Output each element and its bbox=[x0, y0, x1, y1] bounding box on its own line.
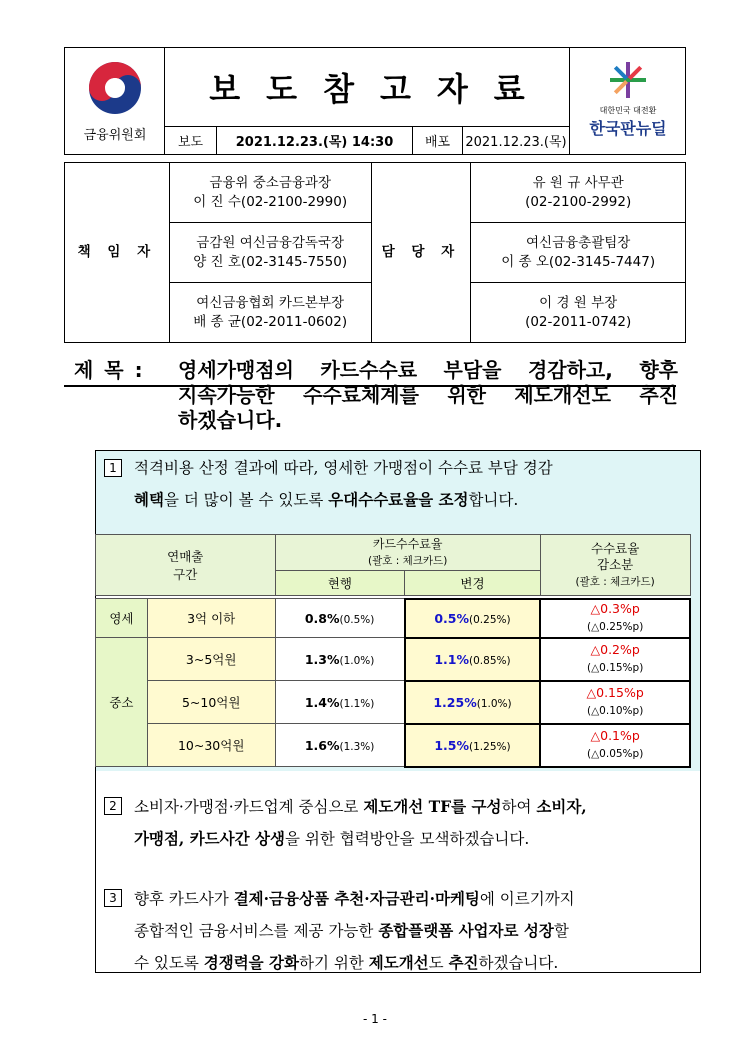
org-name: 금융위원회 bbox=[83, 128, 147, 143]
new-header: 변경 bbox=[405, 571, 541, 596]
current-header: 현행 bbox=[275, 571, 405, 596]
brand-block bbox=[569, 48, 685, 154]
paragraph-1: 1 적격비용 산정 결과에 따라, 영세한 가맹점이 수수료 부담 경감 혜택을 더 많이 볼 수 있도록 우대수수료율을 조정합니다. bbox=[104, 453, 694, 516]
staff-contact: 여신금융총괄팀장 이 종 오(02-3145-7447) bbox=[471, 223, 686, 283]
new-rate: 0.5%(0.25%) bbox=[405, 599, 541, 638]
reduction-cell: △0.2%p (△0.15%p) bbox=[540, 638, 690, 681]
sales-range-header: 연매출 구간 bbox=[96, 535, 276, 596]
report-label: 보도 bbox=[165, 127, 217, 154]
org-logo-block bbox=[65, 48, 165, 154]
header bbox=[64, 47, 686, 155]
reduction-cell: △0.1%p (△0.05%p) bbox=[540, 724, 690, 767]
staff-contact: 유 원 규 사무관 (02-2100-2992) bbox=[471, 163, 686, 223]
subject-text: 영세가맹점의 카드수수료 부담을 경감하고, 향후 지속가능한 수수료체계를 위한 제도개선도 추진 하겠습니다. bbox=[178, 358, 678, 432]
range-cell: 10~30억원 bbox=[147, 724, 275, 767]
current-rate: 1.6%(1.3%) bbox=[275, 724, 405, 767]
section-number: 3 bbox=[104, 889, 122, 907]
dist-label: 배포 bbox=[413, 127, 463, 154]
new-rate: 1.5%(1.25%) bbox=[405, 724, 541, 767]
brand-subtitle: 대한민국 대전환 bbox=[599, 106, 657, 115]
group-small-business: 영세 bbox=[96, 599, 148, 638]
range-cell: 5~10억원 bbox=[147, 681, 275, 724]
staff-contact: 이 경 원 부장 (02-2011-0742) bbox=[471, 283, 686, 343]
report-date: 2021.12.23.(목) 14:30 bbox=[217, 127, 413, 154]
fee-rate-table bbox=[95, 534, 691, 768]
range-cell: 3~5억원 bbox=[147, 638, 275, 681]
new-rate: 1.25%(1.0%) bbox=[405, 681, 541, 724]
responsible-header: 책 임 자 bbox=[65, 163, 170, 343]
current-rate: 1.3%(1.0%) bbox=[275, 638, 405, 681]
range-cell: 3억 이하 bbox=[147, 599, 275, 638]
date-row bbox=[165, 126, 569, 154]
new-deal-sparkle-icon bbox=[610, 60, 646, 100]
paragraph-3: 3 향후 카드사가 결제·금융상품 추천·자금관리·마케팅에 이르기까지 종합적인 금융서비스를 제공 가능한 종합플랫폼 사업자로 성장할 수 있도록 경쟁력을 강화하기 위한 제도개선도 추진하겠습니다. bbox=[104, 883, 694, 979]
responsible-contact: 금융위 중소금융과장 이 진 수(02-2100-2990) bbox=[169, 163, 371, 223]
subject-label: 제 목 : bbox=[74, 358, 145, 382]
contact-table bbox=[64, 162, 686, 343]
doc-title: 보도참고자료 bbox=[209, 70, 551, 108]
paragraph-2: 2 소비자·가맹점·카드업계 중심으로 제도개선 TF를 구성하여 소비자, 가맹점, 카드사간 상생을 위한 협력방안을 모색하겠습니다. bbox=[104, 791, 694, 855]
reduction-cell: △0.3%p (△0.25%p) bbox=[540, 599, 690, 638]
card-fee-header: 카드수수료율 (괄호 : 체크카드) bbox=[275, 535, 540, 571]
brand-name: 한국판뉴딜 bbox=[589, 119, 667, 138]
staff-header: 담 당 자 bbox=[371, 163, 471, 343]
section-number: 2 bbox=[104, 797, 122, 815]
group-mid-business: 중소 bbox=[96, 638, 148, 767]
new-rate: 1.1%(0.85%) bbox=[405, 638, 541, 681]
reduction-cell: △0.15%p (△0.10%p) bbox=[540, 681, 690, 724]
current-rate: 0.8%(0.5%) bbox=[275, 599, 405, 638]
current-rate: 1.4%(1.1%) bbox=[275, 681, 405, 724]
responsible-contact: 금감원 여신금융감독국장 양 진 호(02-3145-7550) bbox=[169, 223, 371, 283]
section-number: 1 bbox=[104, 459, 122, 477]
dist-date: 2021.12.23.(목) bbox=[465, 135, 567, 150]
page-number: - 1 - bbox=[363, 1012, 387, 1026]
taegeuk-emblem-icon bbox=[87, 60, 143, 116]
reduction-header: 수수료율 감소분 (괄호 : 체크카드) bbox=[540, 535, 690, 596]
responsible-contact: 여신금융협회 카드본부장 배 종 균(02-2011-0602) bbox=[169, 283, 371, 343]
